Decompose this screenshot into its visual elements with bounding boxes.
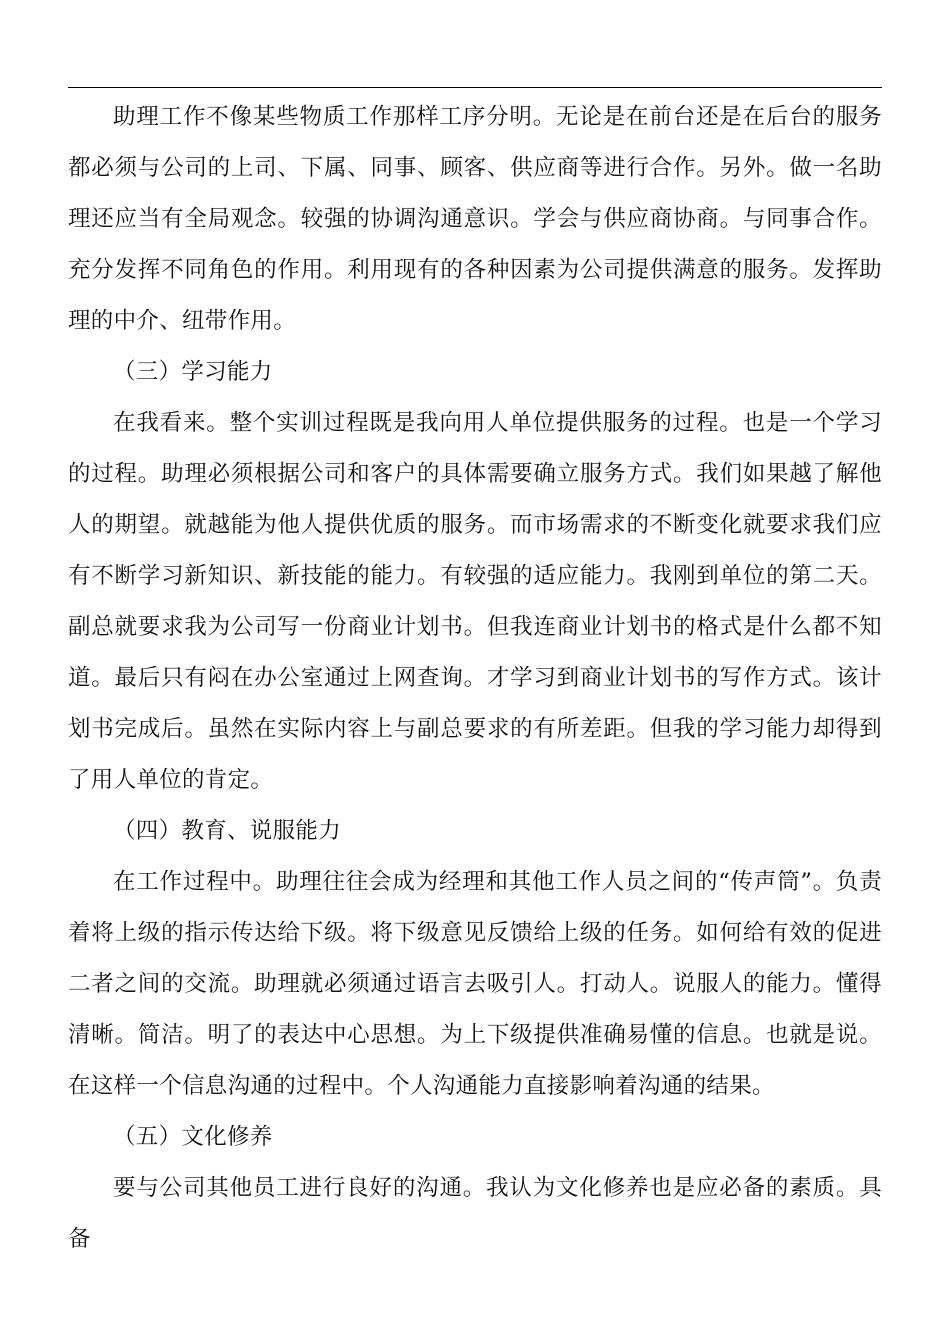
section-heading-persuasion-ability: （四）教育、说服能力 [113, 818, 342, 844]
paragraph-assistant-cooperation: 助理工作不像某些物质工作那样工序分明。无论是在前台还是在后台的服务都必须与公司的上司、下属、同事、顾客、供应商等进行合作。另外。做一名助理还应当有全局观念。较强的协调沟通意识。学会与供应商协商。与同事合作。充分发挥不同角色的作用。利用现有的各种因素为公司提供满意的服务。发挥助理的中介、纽带作用。 [68, 104, 882, 334]
paragraph-persuasion-ability: 在工作过程中。助理往往会成为经理和其他工作人员之间的“传声筒”。负责着将上级的指示传达给下级。将下级意见反馈给上级的任务。如何给有效的促进二者之间的交流。助理就必须通过语言去吸引人。打动人。说服人的能力。懂得清晰。简洁。明了的表达中心思想。为上下级提供准确易懂的信息。也就是说。在这样一个信息沟通的过程中。个人沟通能力直接影响着沟通的结果。 [68, 869, 882, 1099]
paragraph-cultural-literacy: 要与公司其他员工进行良好的沟通。我认为文化修养也是应必备的素质。具备 [68, 1175, 882, 1252]
document-body [68, 92, 882, 1265]
paragraph-learning-ability: 在我看来。整个实训过程既是我向用人单位提供服务的过程。也是一个学习的过程。助理必须根据公司和客户的具体需要确立服务方式。我们如果越了解他人的期望。就越能为他人提供优质的服务。而市场需求的不断变化就要求我们应有不断学习新知识、新技能的能力。有较强的适应能力。我刚到单位的第二天。副总就要求我为公司写一份商业计划书。但我连商业计划书的格式是什么都不知道。最后只有闷在办公室通过上网查询。才学习到商业计划书的写作方式。该计划书完成后。虽然在实际内容上与副总要求的有所差距。但我的学习能力却得到了用人单位的肯定。 [68, 410, 882, 793]
section-heading-learning-ability: （三）学习能力 [113, 359, 273, 385]
section-heading-cultural-literacy: （五）文化修养 [113, 1124, 273, 1150]
header-rule [68, 87, 882, 88]
